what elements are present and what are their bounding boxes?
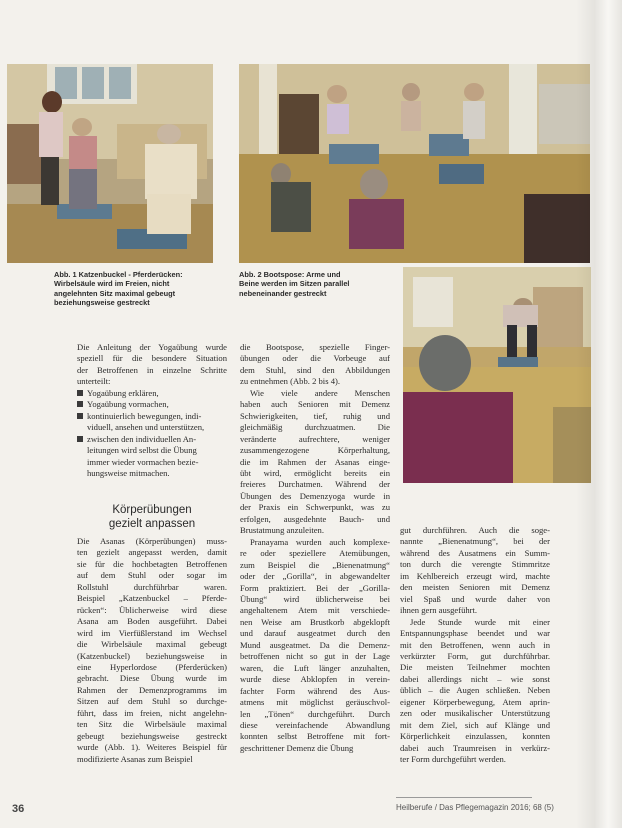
footer-divider <box>396 797 532 798</box>
column-1-intro: Die Anleitung der Yogaübung wurde speziell für die besondere Situation der Betroffenen in einzelne Schritte unterteilt: Yogaübung erklären, Yogaübung vormachen, kontinuierlich bewegungen, indi- viduell, ansehen und unterstützen, zwischen den individuellen An- leitungen wird selbst die Übung immer wieder vormachen bezie- hungsweise mitmachen. <box>77 342 227 478</box>
list-item: hungsweise mitmachen. <box>87 467 170 478</box>
page-number: 36 <box>12 803 25 815</box>
instruction-step-list <box>77 388 227 480</box>
column-3-body: gut durchführen. Auch die soge- nannte „Bienenatmung“, bei der während des Ausatmens ein Summ- ton durch die verengte Stimmritze im Kehlbereich erzeugt wird, machte den meisten Senioren mit Demenz viel Spaß und wurde daher von ihnen gern ausgeführt. Jede Stunde wurde mit einer Entspannungsphase beendet und war mit den Betroffenen, wenn auch in verkürzter Form, gut durchführbar. Die meisten Teilnehmer mochten dabei allerdings nicht – wie sonst üblich – die Augen schließen. Neben eigener Körperbewegung, Atem aprin- zen oder musikalischer Unterstützung mit dem Ziel, sich auf Klänge und Körperlichkeit einzulassen, konnten dabei auch Traumreisen in verkürz- ter Form durchgeführt werden. <box>400 525 550 765</box>
section-heading: Körperübungen gezielt anpassen <box>108 504 196 530</box>
journal-reference: Heilberufe / Das Pflegemagazin 2016; 68 (5) <box>396 803 554 812</box>
figure-1-caption: Abb. 1 Katzenbuckel - Pferderücken: Wirbelsäule wird im Freien, nicht angelehnten Sitz maximal gebeugt beziehungsweise gestreckt <box>54 270 183 307</box>
list-item: viduell, ansehen und unterstützen, <box>87 422 205 433</box>
list-item: Yogaübung vormachen, <box>77 399 227 410</box>
list-item: kontinuierlich bewegungen, indi- <box>77 411 227 422</box>
column-1-body: Die Asanas (Körperübungen) muss- ten gezielt angepasst werden, damit sie für die hochbetagten Betroffenen auf dem Stuhl oder sogar im Rollstuhl durchführbar waren. Beispiel „Katzenbuckel – Pferde- rücken“: Üblicherweise wird diese Asana am Boden ausgeführt. Dabei wird im Vierfüßlerstand im Wechsel die Wirbelsäule maximal gebeugt (Katzenbuckel) beziehungsweise in eine Hyperlordose (Pferderücken) gebracht. Diese Übung wurde im Rahmen der Demenzprogramms im Sitzen auf dem Stuhl so durchge- führt, dass im freien, nicht angelehn- ten Sitz die Wirbelsäule maximal gebeugt beziehungsweise gestreckt wurde (Abb. 1). Weiteres Beispiel für modifizierte Asanas zum Beispiel <box>77 536 227 764</box>
page-fold-shadow <box>576 0 622 828</box>
photo-forward-bend <box>403 267 591 483</box>
column-2-body: die Bootspose, spezielle Finger- übungen oder die Vorbeuge auf dem Stuhl, sind den Abbildungen zu entnehmen (Abb. 2 bis 4). Wie viele andere Menschen haben auch Senioren mit Demenz Schwierigkeiten, tief, ruhig und gleichmäßig durchzuatmen. Die veränderte aufrechtere, weniger zusammengezogene Körperhaltung, die im Rahmen der Asanas einge- übt wird, ermöglicht bereits ein freieres Durchatmen. Während der Übungen des Demenzyoga wurde in der Praxis ein Schwerpunkt, was zu erfolgen, ausgedehnte Bauch- und Brustatmung anzuleiten. Pranayama wurden auch komplexe- re oder speziellere Atemübungen, zum Beispiel die „Bienenatmung“ oder der „Gorilla“, in abgewandelter Form praktiziert. Bei der „Gorilla- Übung“ wird üblicherweise bei angehaltenem Atem mit verschiede- nen Weise am Brustkorb abgeklopft und darauf ausgeatmet durch den Mund ausgeatmet. Da die Demenz- betroffenen nicht so gut in der Lage waren, die Luft länger anzuhalten, wurde diese Abklopfen in verein- fachter Form während des Aus- atmens mit möglichst geräuschvol- len „Tönen“ durchgeführt. Durch diese vereinfachende Abwandlung konnten selbst Betroffene mit fort- geschrittener Demenz die Übung <box>240 342 390 753</box>
list-item: zwischen den individuellen An- <box>77 434 227 445</box>
list-item: immer wieder vormachen bezie- <box>87 456 199 467</box>
figure-2-caption: Abb. 2 Bootspose: Arme und Beine werden im Sitzen parallel nebeneinander gestreckt <box>239 270 350 298</box>
list-item: leitungen wird selbst die Übung <box>87 445 197 456</box>
photo-cat-cow-pose <box>7 64 213 263</box>
photo-boat-pose <box>239 64 590 263</box>
list-item: Yogaübung erklären, <box>77 388 227 399</box>
